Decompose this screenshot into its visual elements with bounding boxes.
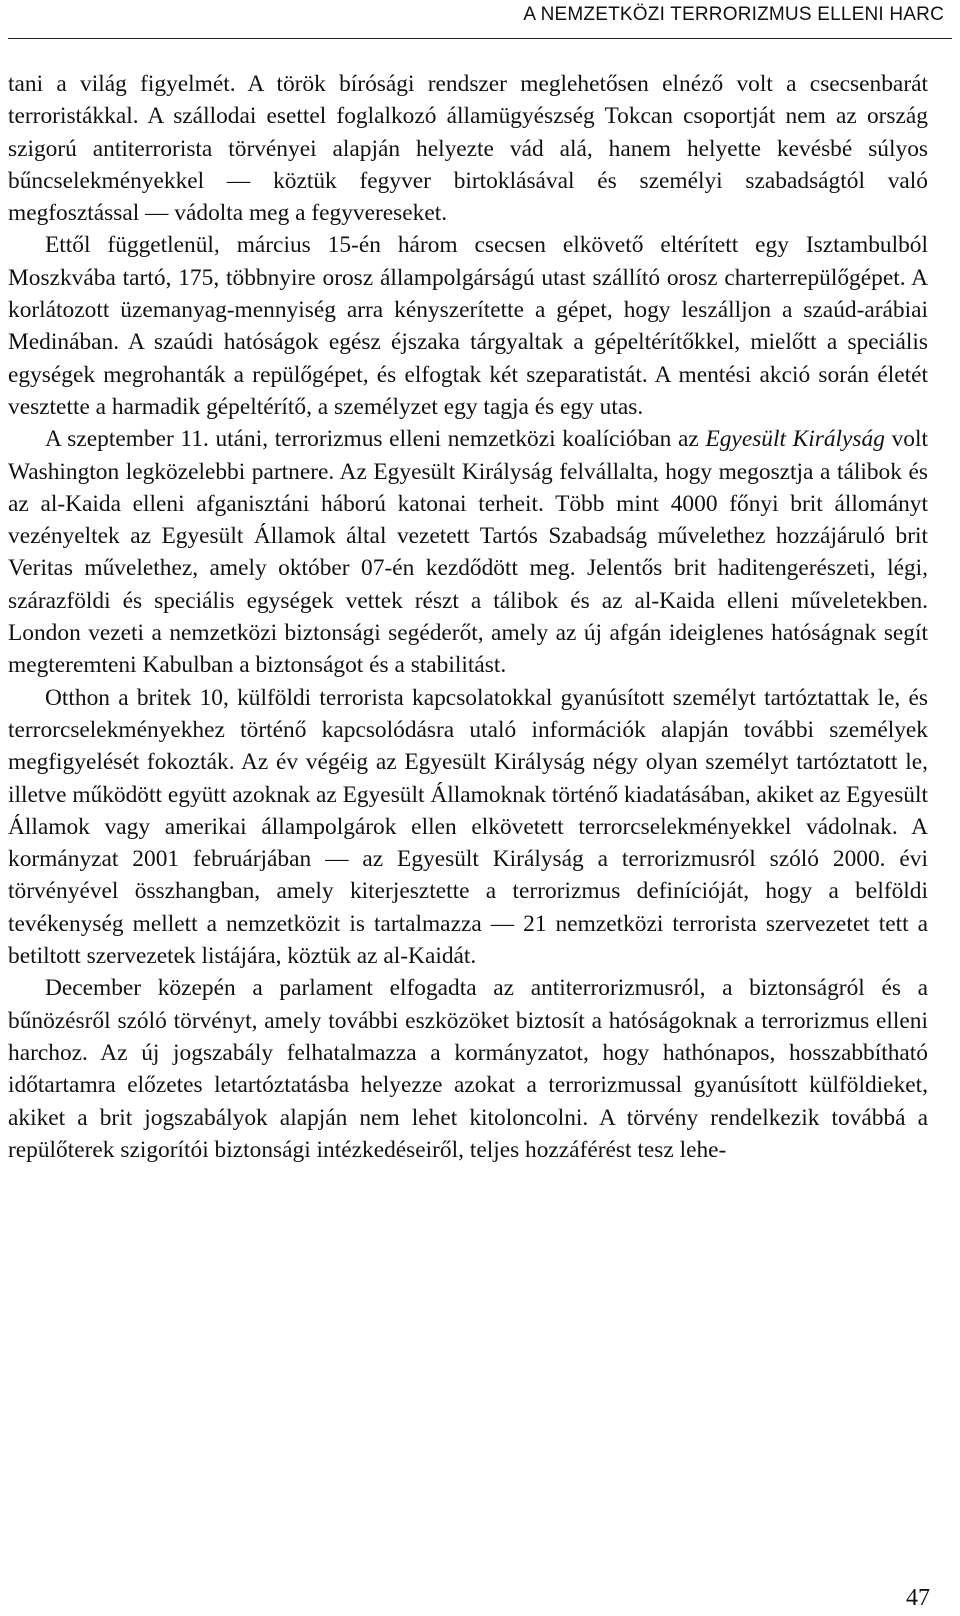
paragraph-3-rest: volt Washington legközelebbi partnere. Az Egyesült Királyság felvállalta, hogy megosztja a tálibok és az al-Kaida elleni afganisztáni háború katonai terheit. Több mint 4000 főnyi brit állományt vezényeltek az Egyesült Államok által vezetett Tartós Szabadság művelethez hozzájáruló brit Veritas művelethez, amely október 07-én kezdődött meg. Jelentős brit haditengerészeti, légi, szárazföldi és speciális egységek vettek részt a tálibok és az al-Kaida elleni műveletekben. London vezeti a nemzetközi biztonsági segéderőt, amely az új afgán ideiglenes hatóságnak segít megteremteni Kabulban a biztonságot és a stabilitást.	[8, 426, 928, 679]
header-rule	[8, 38, 952, 39]
page-number: 47	[906, 1585, 930, 1611]
body-text	[8, 68, 928, 1166]
paragraph-3	[8, 423, 928, 681]
paragraph-2: Ettől függetlenül, március 15-én három csecsen elkövető eltérített egy Isztambulból Moszkvába tartó, 175, többnyire orosz állampolgárságú utast szállító orosz charterrepülőgépet. A korlátozott üzemanyag-mennyiség arra kényszerítette a gépet, hogy leszálljon a szaúd-arábiai Medinában. A szaúdi hatóságok egész éjszaka tárgyaltak a gépeltérítőkkel, mielőtt a speciális egységek megrohanták a repülőgépet, és elfogtak két szeparatistát. A mentési akció során életét vesztette a harmadik gépeltérítő, a személyzet egy tagja és egy utas.	[8, 232, 928, 420]
paragraph-5: December közepén a parlament elfogadta az antiterrorizmusról, a biztonságról és a bűnözésről szóló törvényt, amely további eszközöket biztosít a hatóságoknak a terrorizmus elleni harchoz. Az új jogszabály felhatalmazza a kormányzatot, hogy hathónapos, hosszabbítható időtartamra előzetes letartóztatásba helyezze azokat a terrorizmussal gyanúsított külföldieket, akiket a brit jogszabályok alapján nem lehet kitoloncolni. A törvény rendelkezik továbbá a repülőterek szigorítói biztonsági intézkedéseiről, teljes hozzáférést tesz lehe-	[8, 975, 928, 1163]
paragraph-3-italic: Egyesült Királyság	[705, 426, 885, 453]
paragraph-4: Otthon a britek 10, külföldi terrorista kapcsolatokkal gyanúsított személyt tartóztattak le, és terrorcselekményekhez történő kapcsolódásra utaló információk alapján további személyek megfigyelését fokozták. Az év végéig az Egyesült Királyság négy olyan személyt tartóztatott le, illetve működött együtt azoknak az Egyesült Államoknak történő kiadatásában, akiket az Egyesült Államok vagy amerikai állampolgárok ellen elkövetett terrorcselekményekkel vádolnak. A kormányzat 2001 februárjában — az Egyesült Királyság a terrorizmusról szóló 2000. évi törvényével összhangban, amely kiterjesztette a terrorizmus definícióját, hogy a belföldi tevékenység mellett a nemzetközit is tartalmazza — 21 nemzetközi terrorista szervezetet tett a betiltott szervezetek listájára, köztük az al-Kaidát.	[8, 684, 928, 970]
paragraph-3-lead: A szeptember 11. utáni, terrorizmus elleni nemzetközi koalícióban az	[45, 426, 706, 453]
running-header: A NEMZETKÖZI TERRORIZMUS ELLENI HARC	[523, 4, 944, 25]
paragraph-1: tani a világ figyelmét. A török bírósági rendszer meglehetősen elnéző volt a csecsenbarát terroristákkal. A szállodai esettel foglalkozó államügyészség Tokcan csoportját nem az ország szigorú antiterrorista törvényei alapján helyezte vád alá, hanem helyette kevésbé súlyos bűncselekményekkel — köztük fegyver birtoklásával és személyi szabadságtól való megfosztással — vádolta meg a fegyvereseket.	[8, 71, 928, 227]
